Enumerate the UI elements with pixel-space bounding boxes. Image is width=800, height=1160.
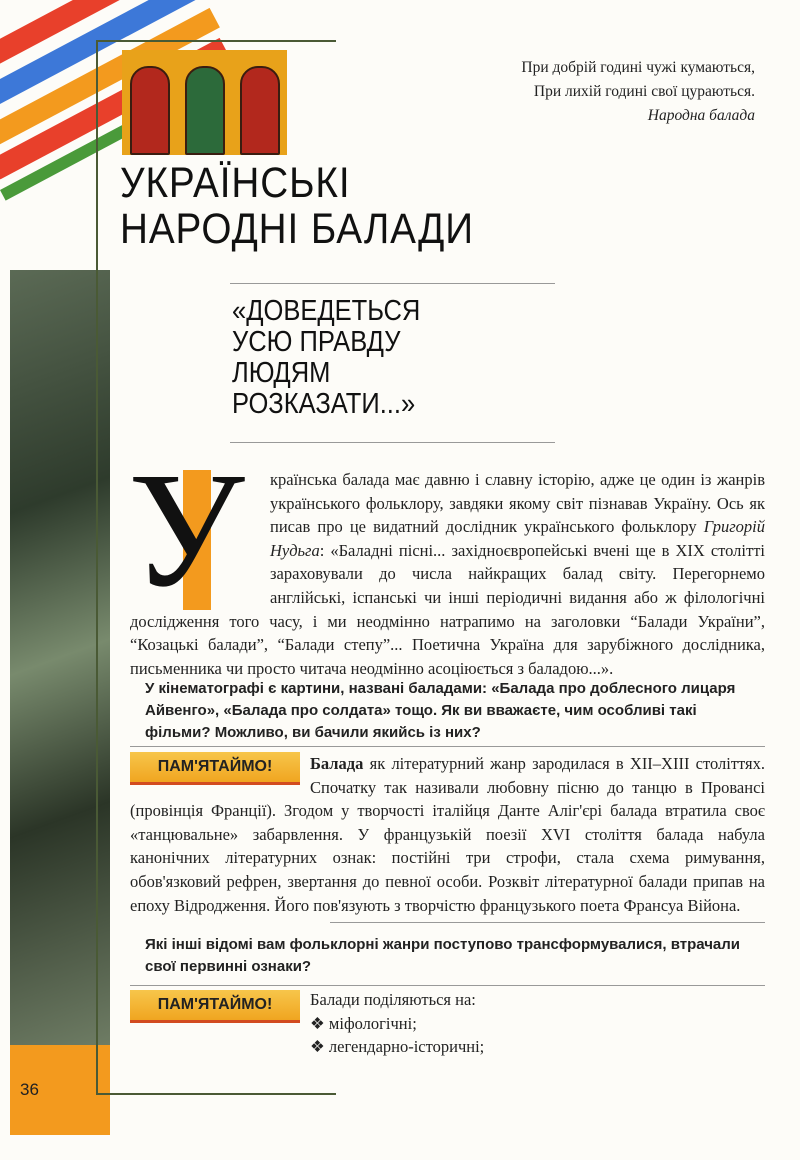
subtitle-line: УСЮ ПРАВДУ [232, 326, 401, 358]
term: Балада [310, 754, 364, 773]
section-subtitle [232, 296, 420, 420]
remember-label: ПАМ'ЯТАЙМО! [130, 752, 300, 785]
list-intro: Балади поділяються на: [310, 990, 476, 1009]
frame-line [96, 40, 336, 42]
subtitle-line: РОЗКАЗАТИ...» [232, 388, 416, 420]
subtitle-line: «ДОВЕДЕТЬСЯ [232, 295, 421, 327]
intro-paragraph [130, 468, 765, 680]
art-figure [240, 66, 280, 155]
list-item [310, 1035, 760, 1059]
title-line: НАРОДНІ БАЛАДИ [120, 205, 474, 253]
list-item-text: міфологічні; [328, 1013, 417, 1033]
bullet-icon: ❖ [310, 1037, 329, 1057]
epigraph-line: При лихій годині свої цураються. [533, 83, 755, 100]
side-photo [10, 270, 110, 1045]
list-item-text: легендарно-історичні; [328, 1037, 485, 1057]
remember-list [310, 988, 760, 1059]
question: У кінематографі є картини, названі баладами: «Балада про доблесного лицаря Айвенго», «Балада про солдата» тощо. Як ви вважаєте, чим особливі такі фільми? Можливо, ви бачили якийсь із них? [145, 680, 736, 741]
art-figure [185, 66, 225, 155]
intro-text: : «Баладні пісні... західноєвропейські вчені ще в XIX столітті зараховували до числа найкращих балад світу. Перегорнемо англійські, іспанські чи інші періодичні видання або ж філологічні дослідження того часу, і ми неодмінно натрапимо на заголовки “Балади України”, “Козацькі балади”, “Балади степу”... Поетична Україна для зарубіжного дослідника, письменника чи просто читача неодмінно асоціюється з баладою...». [130, 540, 765, 678]
intro-text: країнська балада має давню і славну історію, адже це один із жанрів українського фольклору, завдяки якому світ пізнавав Україну. Ось як писав про це видатний дослідник українського фольклору [270, 470, 765, 537]
remember-text: як літературний жанр зародилася в XII–XIII століттях. Спочатку так називали любовну пісню до танцю в Провансі (провінція Франції). Згодом у творчості італійця Данте Аліг'єрі балада втратила своє «танцювальне» забарвлення. У французькій поезії XVI століття балада набула канонічних літературних ознак: постійні три строфи, стала схема римування, обов'язковий рефрен, звертання до певної особи. Розквіт літературної балади припав на епоху Відродження. Його пов'язують з творчістю французького поета Франсуа Війона. [130, 754, 765, 915]
title-line: УКРАЇНСЬКІ [120, 159, 351, 207]
drop-cap: У [128, 438, 245, 621]
epigraph-line: При добрій годині чужі кумаються, [521, 59, 755, 76]
divider [330, 922, 765, 923]
page-title [120, 160, 474, 252]
page-number: 36 [20, 1080, 39, 1099]
author-name: Григорій Нудьга [270, 517, 765, 560]
bullet-icon: ❖ [310, 1013, 329, 1033]
question: Які інші відомі вам фольклорні жанри поступово трансформувалися, втрачали свої первинні ознаки? [145, 936, 741, 975]
subtitle-line: ЛЮДЯМ [232, 357, 331, 389]
remember-label: ПАМ'ЯТАЙМО! [130, 990, 300, 1023]
divider [130, 746, 765, 747]
art-figure [130, 66, 170, 155]
list-item [310, 1012, 760, 1036]
folk-art-illustration [122, 50, 287, 155]
epigraph-source: Народна балада [647, 107, 755, 124]
divider [130, 985, 765, 986]
drop-cap-space [130, 468, 270, 608]
remember-paragraph [130, 752, 765, 917]
label-space [130, 752, 310, 798]
frame-line [96, 1093, 336, 1095]
epigraph [521, 56, 755, 128]
frame-line [96, 40, 98, 1095]
divider [230, 283, 555, 284]
divider [230, 442, 555, 443]
